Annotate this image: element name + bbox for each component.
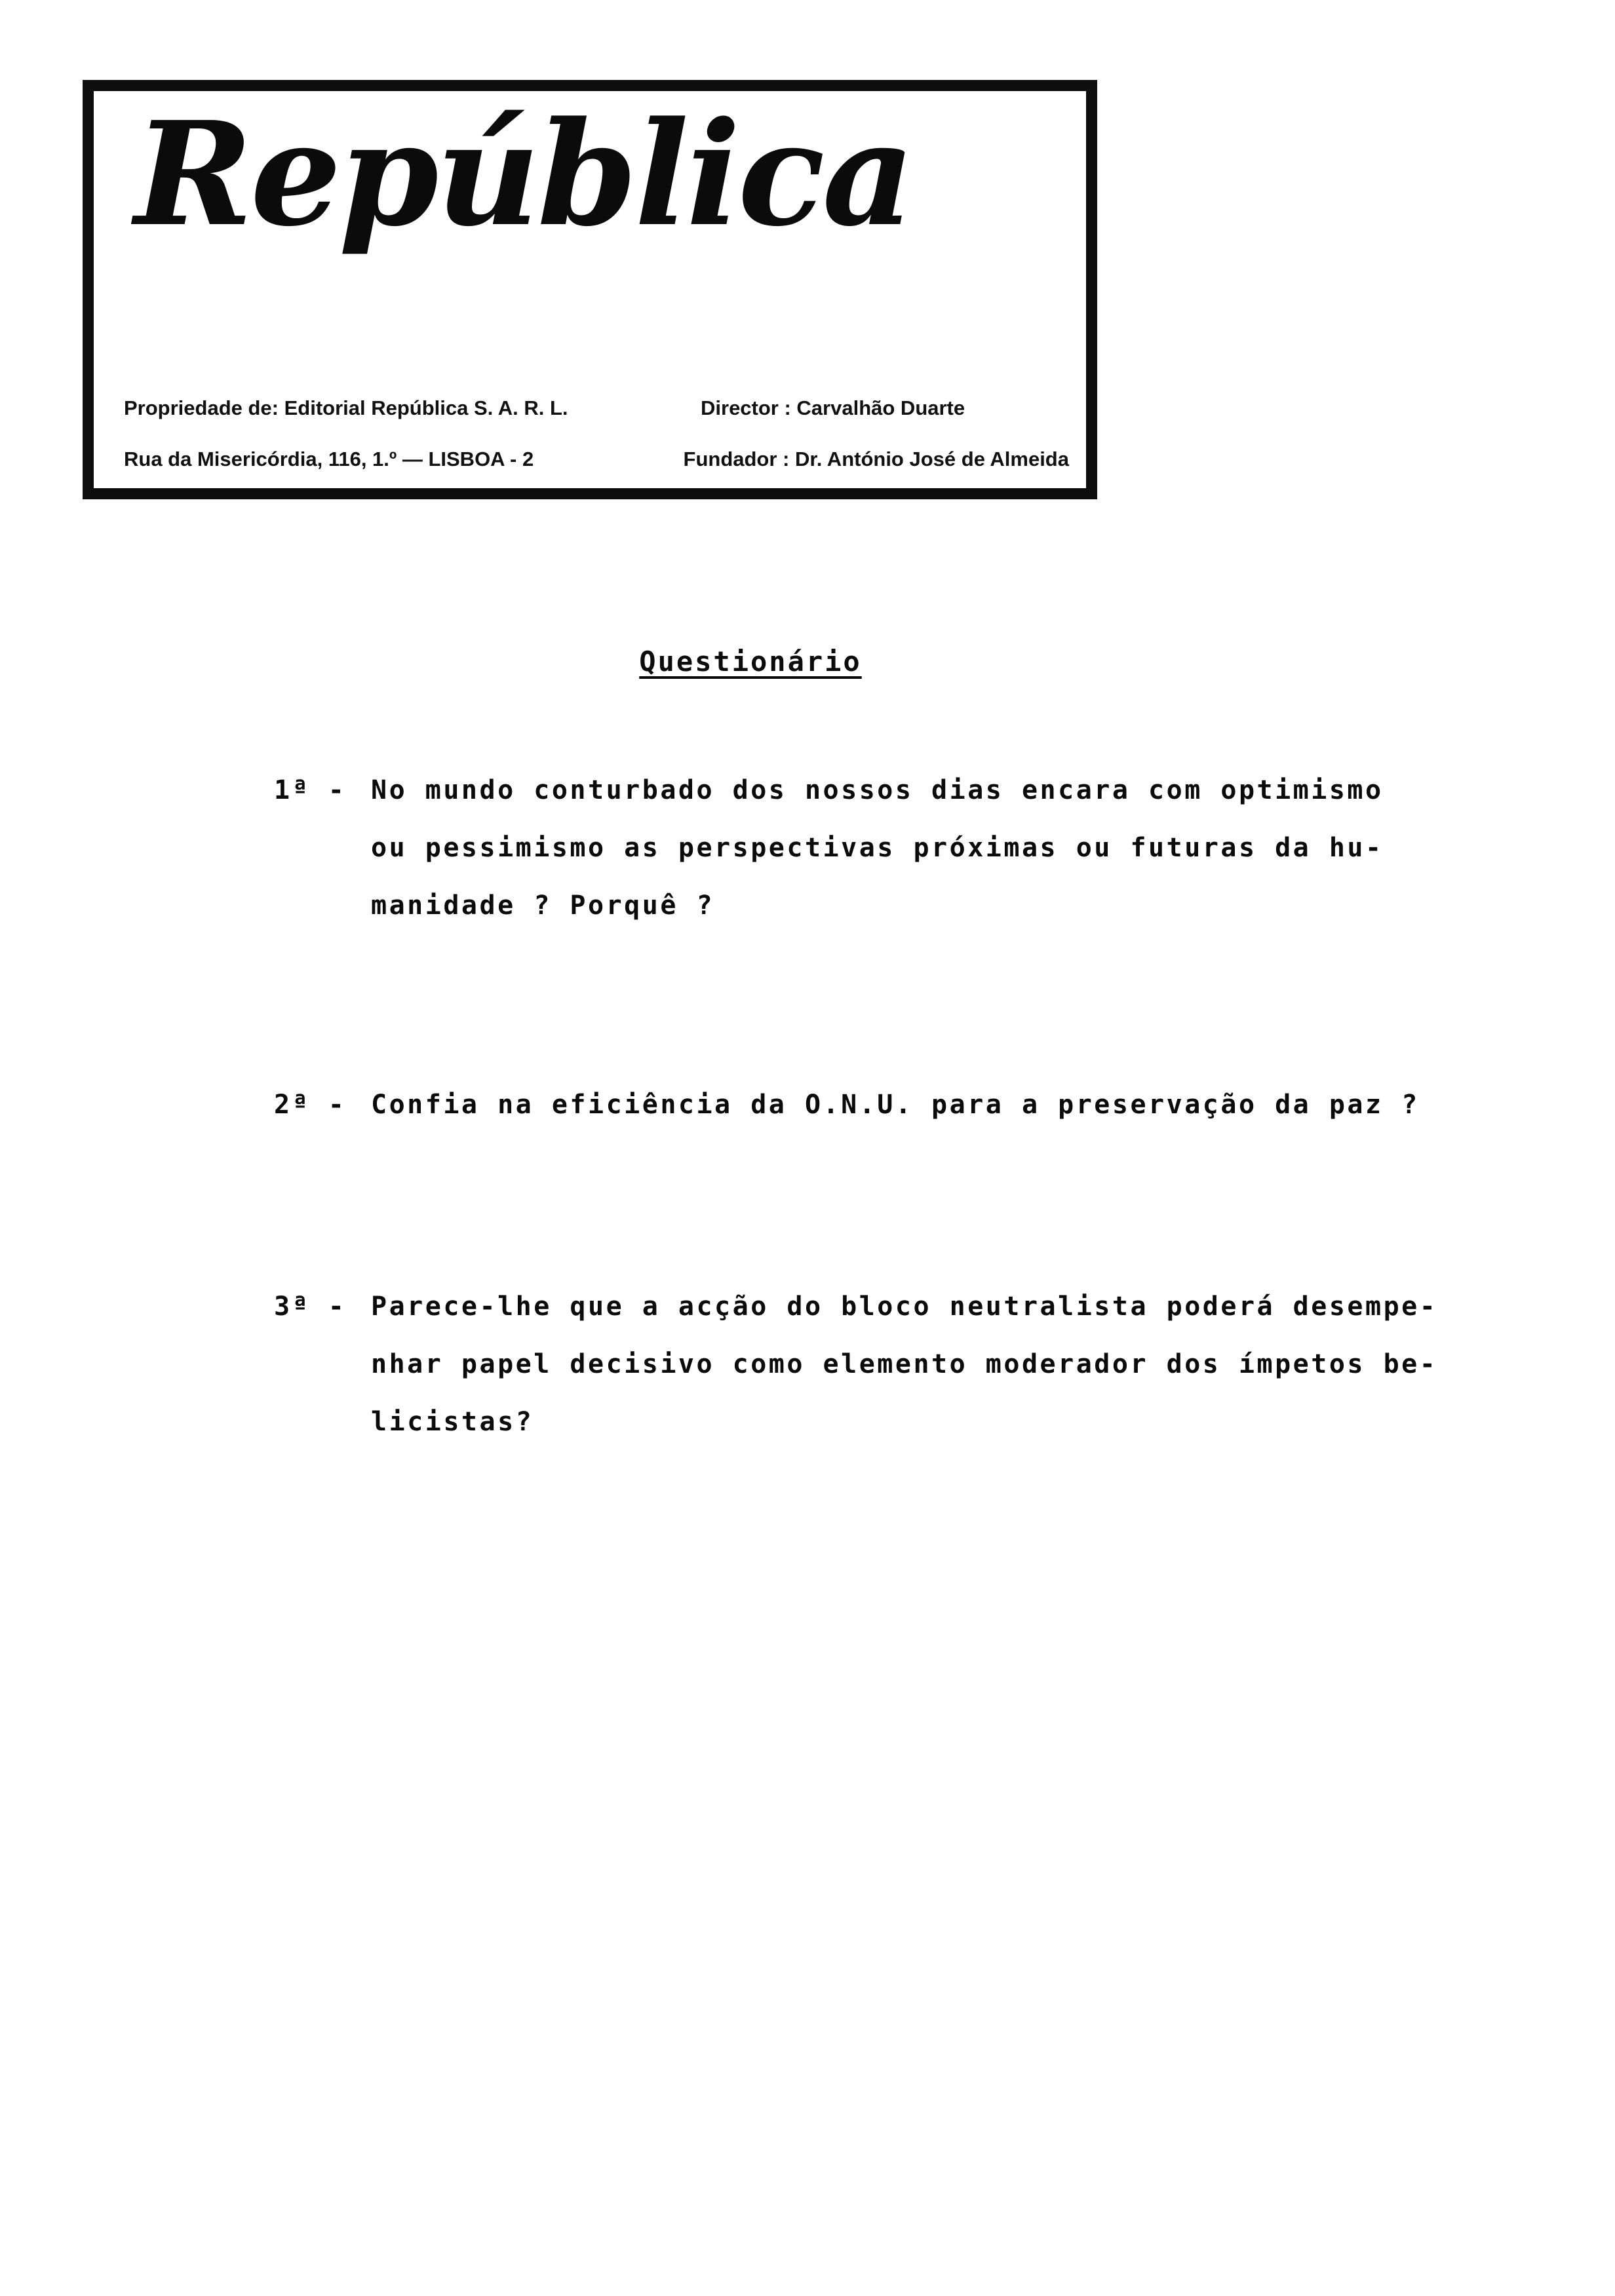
question-2 <box>274 1076 1420 1134</box>
question-1 <box>274 761 1384 934</box>
newspaper-masthead <box>83 80 1097 499</box>
masthead-director: Director : Carvalhão Duarte <box>701 396 965 419</box>
question-3-line-1: Parece-lhe que a acção do bloco neutralista poderá desempe- <box>371 1292 1438 1322</box>
question-3 <box>274 1278 1437 1451</box>
question-1-text <box>371 761 1384 934</box>
question-3-text <box>371 1278 1437 1451</box>
question-3-line-2: nhar papel decisivo como elemento moderador dos ímpetos be- <box>371 1349 1438 1379</box>
masthead-founder: Fundador : Dr. António José de Almeida <box>683 448 1069 470</box>
question-1-line-3: manidade ? Porquê ? <box>371 890 715 921</box>
question-3-line-3: licistas? <box>371 1407 534 1437</box>
question-2-text <box>371 1076 1420 1134</box>
question-2-line-1: Confia na eficiência da O.N.U. para a preservação da paz ? <box>371 1090 1420 1120</box>
question-1-number: 1ª - <box>274 775 347 805</box>
question-1-line-2: ou pessimismo as perspectivas próximas ou futuras da hu- <box>371 833 1384 863</box>
masthead-info-row-1 <box>124 398 1069 418</box>
question-2-number: 2ª - <box>274 1090 347 1120</box>
masthead-address: Rua da Misericórdia, 116, 1.º — LISBOA - 2 <box>124 448 534 470</box>
masthead-ownership: Propriedade de: Editorial República S. A. R. L. <box>124 396 568 419</box>
masthead-info-row-2 <box>124 449 1069 469</box>
question-3-number: 3ª - <box>274 1292 347 1322</box>
document-title-text: Questionário <box>639 645 862 678</box>
question-1-line-1: No mundo conturbado dos nossos dias encara com optimismo <box>371 775 1384 805</box>
document-title <box>0 645 1501 678</box>
newspaper-logo: República <box>134 90 912 258</box>
